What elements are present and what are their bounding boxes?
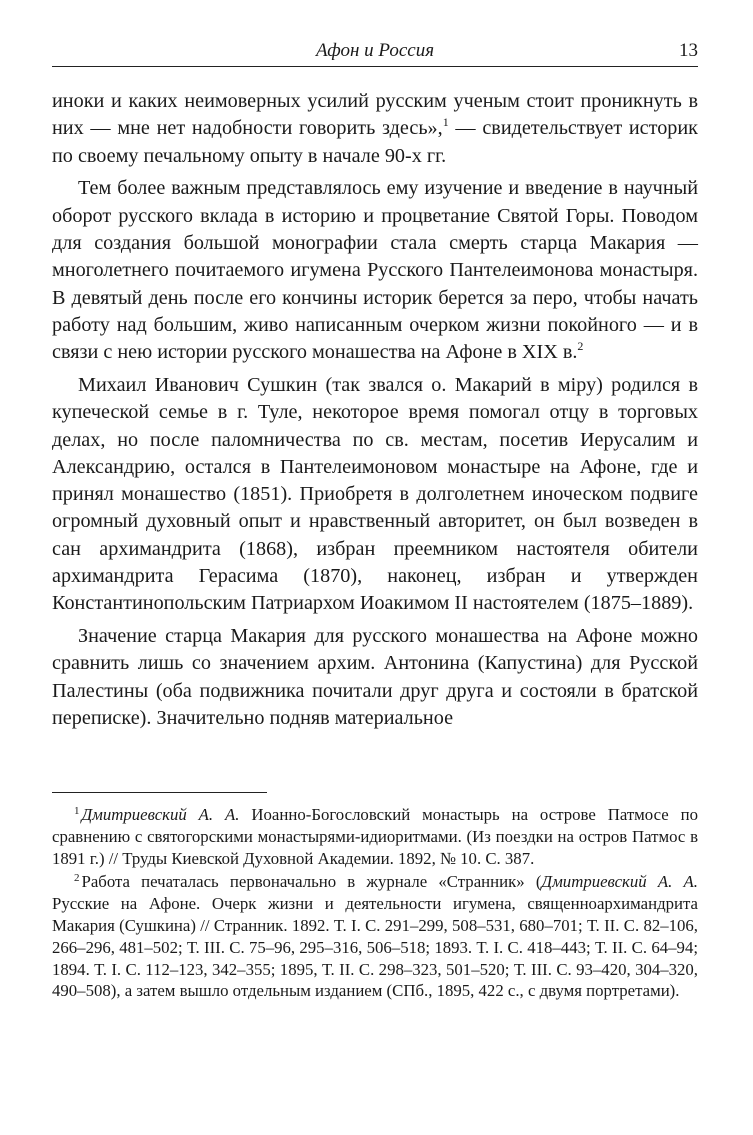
footnote-1-author: Дмитриевский А. А. <box>81 805 240 824</box>
page-header <box>52 36 698 67</box>
paragraph-4: Значение старца Макария для русского монашества на Афоне можно сравнить лишь со значением архим. Антонина (Капустина) для Русской Палестины (оба подвижника почитали друг друга и состояли в братской переписке). Значительно подняв материальное <box>52 625 698 730</box>
paragraph-1 <box>52 88 698 170</box>
footnote-2-text-b: Русские на Афоне. Очерк жизни и деятельности игумена, священноархимандрита Макария (Сушкина) // Странник. 1892. Т. I. С. 291–299, 508–531, 680–701; Т. II. С. 82–106, 266–296, 481–502; Т. III. С. 75–96, 295–316, 506–518; 1893. Т. I. С. 418–443; Т. II. С. 64–94; 1894. Т. I. С. 112–123, 342–355; 1895, Т. II. С. 298–323, 501–520; Т. III. С. 93–420, 304–320, 490–508), а затем вышло отдельным изданием (СПб., 1895, 422 с., с двумя портретами). <box>52 894 698 1001</box>
paragraph-2 <box>52 175 698 366</box>
footnote-2-number: 2 <box>74 872 80 885</box>
footnote-1-number: 1 <box>74 805 80 817</box>
running-title: Афон и Россия <box>315 40 435 61</box>
footnote-2-author: Дмитриевский А. А. <box>541 872 698 892</box>
paragraph-1-text-a: иноки и каких неимоверных усилий русским ученым стоит проникнуть в них — мне нет надобности говорить здесь», <box>52 90 698 140</box>
paragraph-1-text-b: — свидетельствует историк по своему печальному опыту в начале 90-х гг. <box>52 117 698 167</box>
paragraph-3: Михаил Иванович Сушкин (так звался о. Макарий в міру) родился в купеческой семье в г. Туле, некоторое время помогал отцу в торговых делах, но после паломничества по св. местам, посетив Иерусалим и Александрию, остался в Пантелеимоновом монастыре на Афоне, где и принял монашество (1851). Приобретя в долголетнем иноческом подвиге огромный духовный опыт и нравственный авторитет, он был возведен в сан архимандрита (1868), избран преемником настоятеля обители архимандрита Герасима (1870), наконец, избран и утвержден Константинопольским Патриархом Иоакимом II настоятелем (1875–1889). <box>52 373 698 615</box>
footnote-ref-1: 1 <box>442 115 449 130</box>
footnote-ref-2: 2 <box>577 339 584 354</box>
main-text <box>52 88 698 732</box>
footnotes <box>52 804 698 1004</box>
footnote-divider <box>52 792 267 793</box>
footnote-2 <box>52 871 698 1002</box>
footnote-2-text-a: Работа печаталась первоначально в журнале «Странник» ( <box>81 872 542 892</box>
footnote-1 <box>52 804 698 869</box>
page-number: 13 <box>679 40 698 61</box>
footnote-1-text: Иоанно-Богословский монастырь на острове Патмосе по сравнению с святогорскими монастырями-идиоритмами. (Из поездки на остров Патмос в 1891 г.) // Труды Киевской Духовной Академии. 1892, № 10. С. 387. <box>52 805 698 868</box>
paragraph-2-text: Тем более важным представлялось ему изучение и введение в научный оборот русского вклада в историю и процветание Святой Горы. Поводом для создания большой монографии стала смерть старца Макария — многолетнего почитаемого игумена Русского Пантелеимонова монастыря. В девятый день после его кончины историк берется за перо, чтобы начать работу над большим, живо написанным очерком жизни покойного — и в связи с нею истории русского монашества на Афоне в XIX в. <box>52 177 698 364</box>
